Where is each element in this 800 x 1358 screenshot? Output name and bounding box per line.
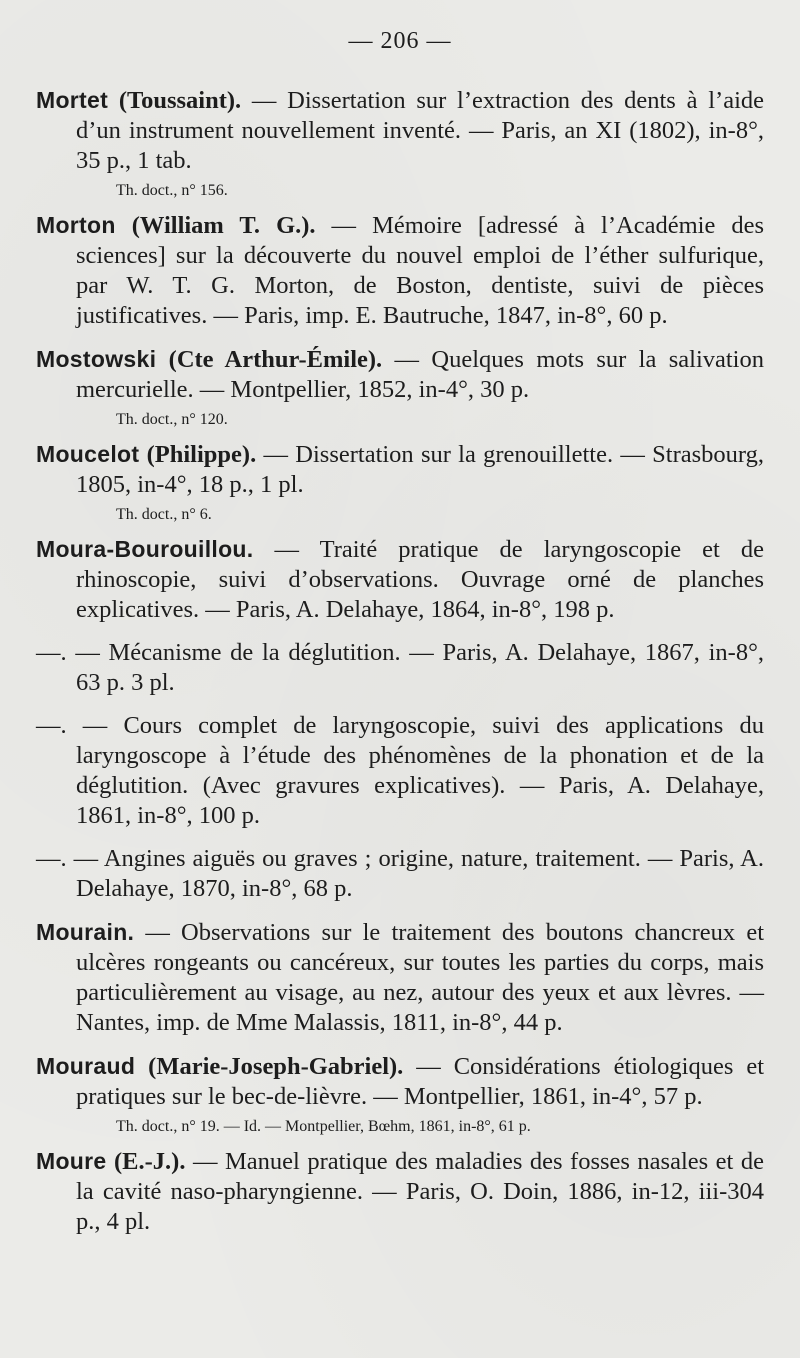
entry-author-given-name: (Toussaint).: [118, 87, 242, 114]
bibliography-entry: [36, 439, 764, 500]
entry-text: — Manuel pratique des maladies des fosses nasales et de la cavité naso-pharyngienne. — Paris, O. Doin, 1886, in-12, iii-304 p., 4 pl.: [76, 1148, 765, 1235]
entry-text: — Traité pratique de laryngoscopie et de rhinoscopie, suivi d’observations. Ouvrage orné de planches explicatives. — Paris, A. Delahaye, 1864, in-8°, 198 p.: [76, 536, 764, 623]
entry-author-given-name: (Marie-Joseph-Gabriel).: [148, 1053, 404, 1080]
bibliography-entry: [36, 534, 764, 625]
bibliography-entry: [36, 844, 764, 904]
bibliography-entry: [36, 638, 764, 698]
entry-text: —. — Mécanisme de la déglutition. — Paris, A. Delahaye, 1867, in-8°, 63 p. 3 pl.: [36, 639, 764, 696]
bibliography-entry: [36, 344, 764, 405]
entry-text: — Observations sur le traitement des boutons chancreux et ulcères rongeants ou cancéreux, sur toutes les parties du corps, mais particulièrement au visage, au nez, autour des yeux et aux lèvres. — Nantes, imp. de Mme Malassis, 1811, in-8°, 44 p.: [76, 919, 764, 1036]
entry-note: Th. doct., n° 6.: [116, 506, 212, 523]
entry-author: Moura-Bourouillou.: [36, 536, 254, 562]
entry-author: Mourain.: [36, 919, 135, 945]
entry-text: — Mémoire [adressé à l’Académie des sciences] sur la découverte du nouvel emploi de l’éther sulfurique, par W. T. G. Morton, de Boston, dentiste, suivi de pièces justificatives. — Paris, imp. E. Bautruche, 1847, in-8°, 60 p.: [76, 212, 764, 329]
entry-author-given-name: (William T. G.).: [131, 212, 316, 239]
entry-author: Mostowski: [36, 346, 157, 372]
entry-author: Mouraud: [36, 1053, 136, 1079]
entry-note: Th. doct., n° 120.: [116, 411, 228, 428]
entry-text: — Dissertation sur la grenouillette. — Strasbourg, 1805, in-4°, 18 p., 1 pl.: [76, 441, 764, 498]
bibliography-entry: [36, 1146, 764, 1237]
page-number: — 206 —: [348, 28, 452, 54]
bibliography-entry: [36, 1051, 764, 1112]
entry-author: Morton: [36, 212, 116, 238]
entry-author-given-name: (Cte Arthur-Émile).: [168, 346, 383, 373]
entry-text: — Considérations étiologiques et pratiques sur le bec-de-lièvre. — Montpellier, 1861, in-4°, 57 p.: [76, 1053, 765, 1110]
entry-author: Moucelot: [36, 441, 140, 467]
entry-author-given-name: (E.-J.).: [114, 1148, 186, 1175]
bibliography-entry: [36, 210, 764, 331]
entry-author: Mortet: [36, 87, 109, 113]
bibliography-entry: [36, 85, 764, 176]
entry-note: Th. doct., n° 156.: [116, 182, 228, 199]
bibliography-list: [36, 85, 764, 1237]
entry-text: —. — Angines aiguës ou graves ; origine, nature, traitement. — Paris, A. Delahaye, 1870, in-8°, 68 p.: [36, 845, 764, 902]
bibliography-entry: [36, 917, 764, 1038]
entry-author: Moure: [36, 1148, 107, 1174]
entry-text: — Quelques mots sur la salivation mercurielle. — Montpellier, 1852, in-4°, 30 p.: [76, 346, 764, 403]
bibliography-entry: [36, 711, 764, 831]
entry-author-given-name: (Philippe).: [146, 441, 257, 468]
entry-text: — Dissertation sur l’extraction des dents à l’aide d’un instrument nouvellement inventé. — Paris, an XI (1802), in-8°, 35 p., 1 tab.: [76, 87, 765, 174]
entry-note: Th. doct., n° 19. — Id. — Montpellier, Bœhm, 1861, in-8°, 61 p.: [116, 1118, 531, 1135]
entry-text: —. — Cours complet de laryngoscopie, suivi des applications du laryngoscope à l’étude des phénomènes de la phonation et de la déglutition. (Avec gravures explicatives). — Paris, A. Delahaye, 1861, in-8°, 100 p.: [36, 712, 764, 829]
